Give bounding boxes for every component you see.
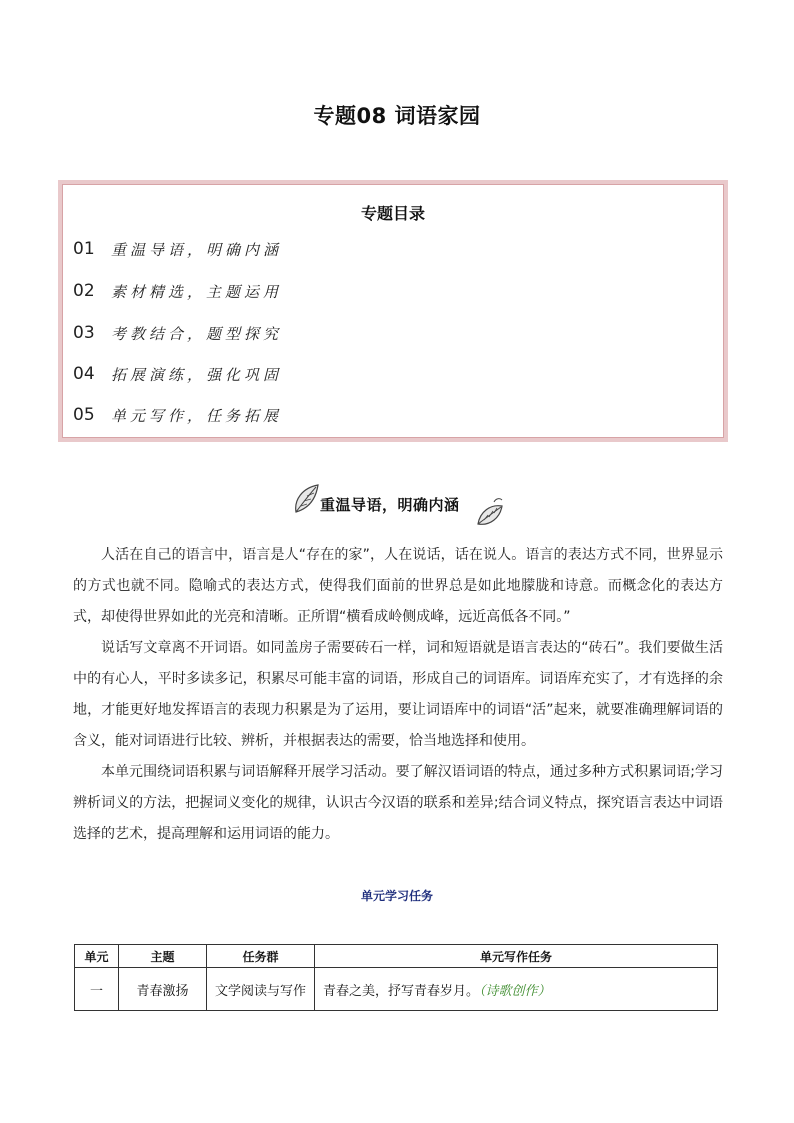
paragraph: 人活在自己的语言中，语言是人“存在的家”，人在说话，话在说人。语言的表达方式不同，世界显示的方式也就不同。隐喻式的表达方式，使得我们面前的世界总是如此地朦胧和诗意。而概念化的表达方式，却使得世界如此的光亮和清晰。正所谓“横看成岭侧成峰，远近高低各不同。” bbox=[73, 547, 723, 625]
paragraph: 本单元围绕词语积累与词语解释开展学习活动。要了解汉语词语的特点，通过多种方式积累词语;学习辨析词义的方法，把握词义变化的规律，认识古今汉语的联系和差异;结合词义特点，探究语言表达中词语选择的艺术，提高理解和运用词语的能力。 bbox=[73, 764, 723, 842]
leaf-icon bbox=[292, 482, 322, 516]
toc-item bbox=[73, 321, 282, 345]
toc-item bbox=[73, 237, 282, 261]
table-row bbox=[75, 968, 718, 1011]
genre-tag: （诗歌创作） bbox=[479, 983, 551, 999]
task-section-title: 单元学习任务 bbox=[360, 889, 433, 903]
page-title: 专题08 词语家园 bbox=[313, 104, 481, 128]
table-header: 任务群 bbox=[207, 945, 315, 968]
table-header: 单元 bbox=[75, 945, 119, 968]
leaf-icon bbox=[474, 496, 506, 530]
toc-item-text: 考教结合，题型探究 bbox=[111, 324, 283, 343]
toc-item-number: 01 bbox=[73, 239, 95, 259]
toc-item bbox=[73, 362, 282, 386]
table-header: 单元写作任务 bbox=[315, 945, 718, 968]
task-text: 青春之美，抒写青春岁月。 bbox=[323, 983, 480, 999]
toc-inner bbox=[62, 184, 724, 438]
toc-item-text: 单元写作，任务拓展 bbox=[111, 406, 283, 425]
toc-item-text: 素材精选，主题运用 bbox=[111, 282, 283, 301]
banner-text: 重温导语，明确内涵 bbox=[320, 496, 460, 514]
paragraph: 说话写文章离不开词语。如同盖房子需要砖石一样，词和短语就是语言表达的“砖石”。我们要做生活中的有心人，平时多读多记，积累尽可能丰富的词语，形成自己的词语库。词语库充实了，才有选择的余地，才能更好地发挥语言的表现力积累是为了运用，要让词语库中的词语“活”起来，就要准确理解词语的含义，能对词语进行比较、辨析，并根据表达的需要，恰当地选择和使用。 bbox=[73, 640, 723, 749]
toc-item-number: 04 bbox=[73, 364, 95, 384]
toc-item bbox=[73, 279, 282, 303]
toc-heading: 专题目录 bbox=[360, 204, 425, 223]
theme-cell: 青春激扬 bbox=[119, 968, 207, 1011]
task-cell bbox=[315, 968, 718, 1011]
toc-item-text: 重温导语，明确内涵 bbox=[111, 240, 283, 259]
toc-item-number: 05 bbox=[73, 405, 95, 425]
section-banner bbox=[292, 482, 508, 530]
table-header: 主题 bbox=[119, 945, 207, 968]
toc-item bbox=[73, 403, 282, 427]
toc-box bbox=[58, 180, 728, 442]
table-header-row bbox=[75, 945, 718, 968]
toc-item-number: 03 bbox=[73, 323, 95, 343]
unit-cell: 一 bbox=[75, 968, 119, 1011]
group-cell: 文学阅读与写作 bbox=[207, 968, 315, 1011]
task-table bbox=[74, 944, 718, 1011]
toc-item-text: 拓展演练，强化巩固 bbox=[111, 365, 283, 384]
toc-item-number: 02 bbox=[73, 281, 95, 301]
